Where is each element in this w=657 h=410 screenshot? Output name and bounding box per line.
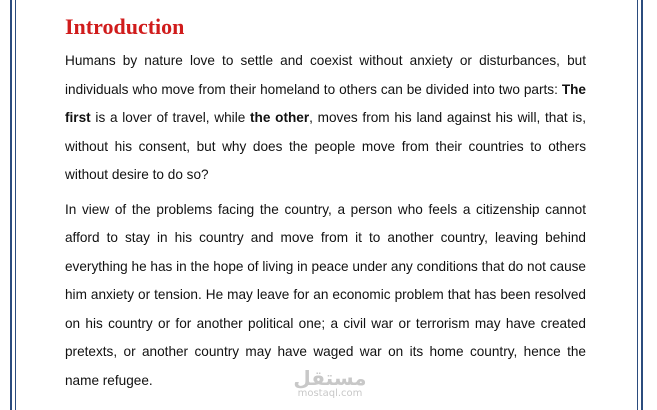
watermark-arabic-text: مستقل — [293, 366, 367, 390]
page-border-left-inner — [15, 0, 16, 410]
paragraph-1 — [65, 47, 586, 190]
watermark-latin-text: mostaql.com — [297, 388, 363, 399]
paragraph-1-bold-first: The first — [65, 81, 586, 125]
paragraph-1-text-c: , moves from his land against his will, that is, without his consent, but why does the people move from their countries to others without desire to do so? — [65, 110, 586, 182]
page-border-right-inner — [637, 0, 638, 410]
document-content — [65, 13, 586, 395]
page-border-right — [641, 0, 643, 410]
paragraph-1-text-a: Humans by nature love to settle and coexist without anxiety or disturbances, but individuals who move from their homeland to others can be divided into two parts: — [65, 53, 586, 97]
paragraph-1-bold-other: the other — [250, 110, 310, 125]
mostaql-watermark-logo — [290, 367, 370, 399]
page-border-left — [10, 0, 12, 410]
paragraph-1-text-b: is a lover of travel, while — [90, 110, 251, 125]
section-heading: Introduction — [65, 14, 185, 39]
paragraph-2: In view of the problems facing the country, a person who feels a citizenship cannot afford to stay in his country and move from it to another country, leaving behind everything he has in the hope of living in peace under any conditions that do not cause him anxiety or tension. He may leave for an economic problem that has been resolved on his country or for another political one; a civil war or terrorism may have created pretexts, or another country may have waged war on its home country, hence the name refugee. — [65, 201, 586, 388]
